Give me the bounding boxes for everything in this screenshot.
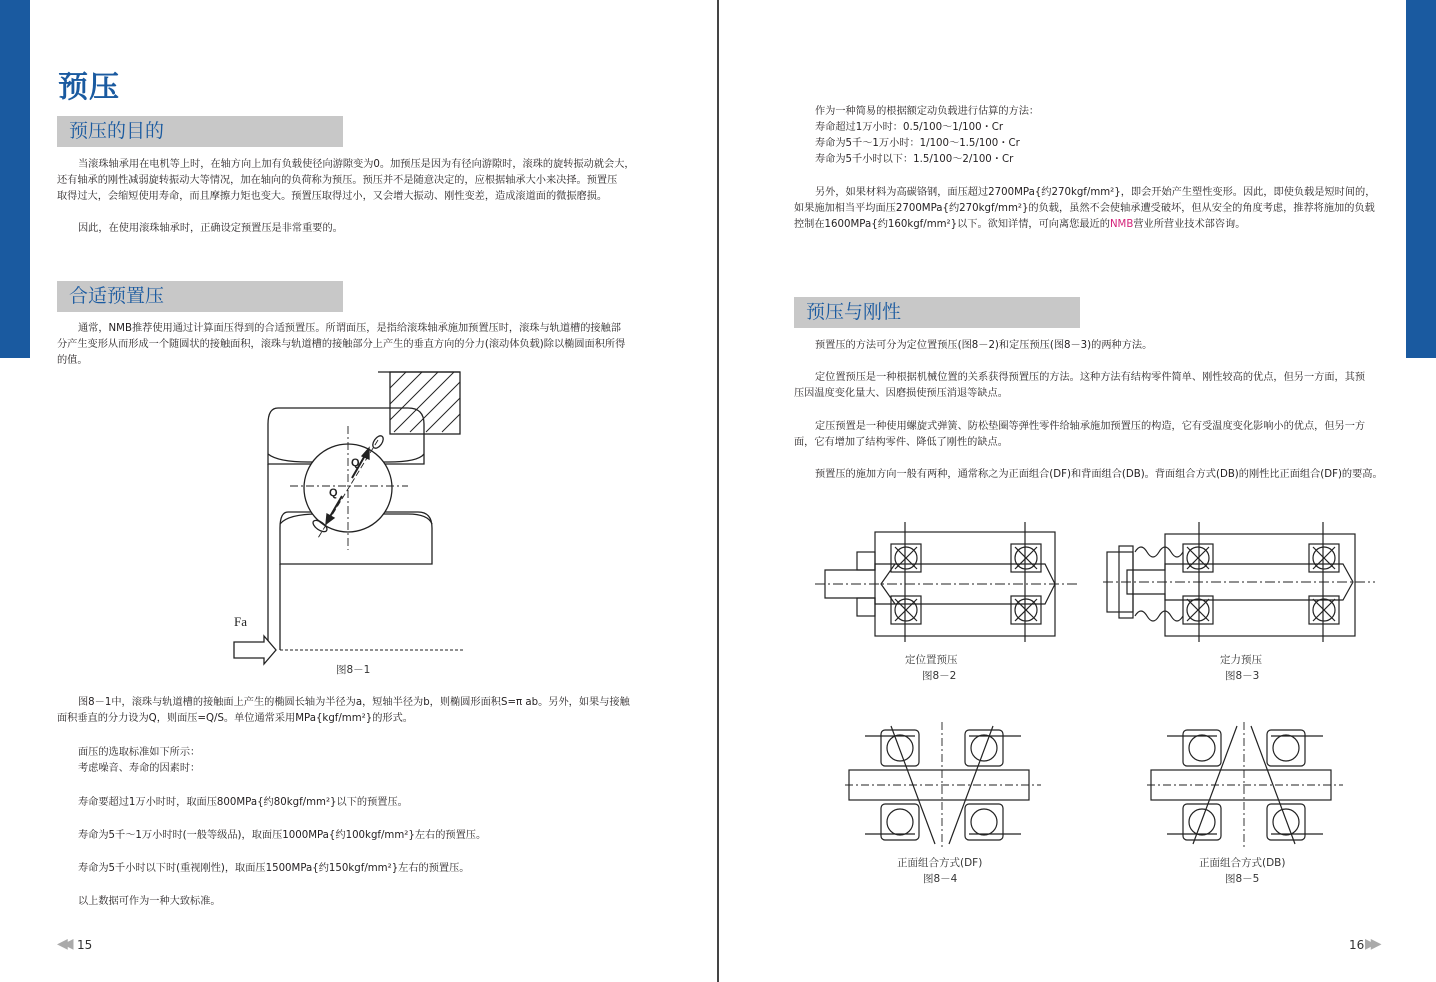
text-line: 寿命为5千小时以下：1.5/100～2/100・Cr [815,154,1014,165]
text-line: 寿命超过1万小时：0.5/100～1/100・Cr [815,122,1004,133]
paragraph-life-10000h [57,795,408,811]
paragraph-criteria [57,745,200,777]
text-line: 寿命为5千～1万小时：1/100～1.5/100・Cr [815,138,1020,149]
page-number-right: 16 [1349,938,1365,952]
figure-8-3-constant-preload [1103,522,1383,642]
paragraph-df-db [794,467,1383,483]
paragraph-constant-preload [794,419,1365,451]
next-page-arrow-icon[interactable]: ▶▶ [1365,936,1377,952]
page-number-left: 15 [77,938,93,952]
text-segment: 控制在1600MPa{约160kgf/mm²}以下。欲知详情，可向离您最近的 [794,219,1110,230]
page-title: 预压 [58,70,120,105]
text-line: 面，它有增加了结构零件、降低了刚性的缺点。 [794,437,1008,448]
paragraph-standard-note [57,894,221,910]
left-blue-tab [0,0,30,358]
paragraph-fig-8-1-explain [57,695,630,727]
paragraph-position-preload [794,370,1365,402]
paragraph-material-limit [794,185,1375,233]
label-q-lower: Q [329,487,338,499]
caption-fig-8-3-name: 定力预压 [1220,654,1262,666]
text-line: 预置压的施加方向一般有两种，通常称之为正面组合(DF)和背面组合(DB)。背面组合方式(DB)的刚性比正面组合(DF)的要高。 [815,469,1383,480]
caption-fig-8-1: 图8－1 [336,664,371,676]
right-blue-tab [1406,0,1436,358]
text-line: 以上数据可作为一种大致标准。 [78,896,221,907]
text-line: 作为一种简易的根据额定动负载进行估算的方法： [815,106,1040,117]
text-line: 通常，NMB推荐使用通过计算面压得到的合适预置压。所谓面压，是指给滚珠轴承施加预置压时，滚珠与轨道槽的接触部 [78,323,621,334]
text-line: 的值。 [57,355,88,366]
page-left [0,0,717,982]
text-line: 因此，在使用滚珠轴承时，正确设定预置压是非常重要的。 [78,223,343,234]
label-q-upper: Q [351,457,360,469]
caption-fig-8-3-number: 图8－3 [1225,670,1260,682]
caption-fig-8-2-name: 定位置预压 [905,654,958,666]
heading-preload-purpose: 预压的目的 [57,116,343,147]
paragraph-preload-methods [794,338,1152,354]
paragraph-importance [57,221,343,237]
paragraph-life-5000h [57,861,469,877]
text-segment: 营业所营业技术部咨询。 [1133,219,1246,230]
text-line: 定压预置是一种使用螺旋式弹簧、防松垫圈等弹性零件给轴承施加预置压的构造，它有受温度变化影响小的优点，但另一方 [815,421,1366,432]
paragraph-purpose [57,157,635,205]
paragraph-surface-pressure [57,321,625,369]
caption-fig-8-2-number: 图8－2 [922,670,957,682]
caption-fig-8-4-number: 图8－4 [923,873,958,885]
prev-page-arrow-icon[interactable]: ◀◀ [57,936,69,952]
text-line: 图8－1中，滚珠与轨道槽的接触面上产生的椭圆长轴为半径为a，短轴半径为b，则椭圆形面积S=π ab。另外，如果与接触 [78,697,630,708]
text-line: 寿命要超过1万小时时，取面压800MPa{约80kgf/mm²}以下的预置压。 [78,797,408,808]
paragraph-life-5000-10000h [57,828,486,844]
text-line: 还有轴承的刚性减弱旋转振动大等情况，加在轴向的负荷称为预压。预压并不是随意决定的，应根据轴承大小来决择。预置压 [57,175,618,186]
text-line [794,217,1375,233]
text-line: 另外，如果材料为高碳铬钢，面压超过2700MPa{约270kgf/mm²}，即会开始产生塑性变形。因此，即使负载是短时间的， [815,187,1376,198]
text-line: 当滚珠轴承用在电机等上时，在轴方向上加有负载使径向游隙变为0。加预压是因为有径向游隙时，滚珠的旋转振动就会大， [78,159,635,170]
paragraph-estimate-method [794,104,1039,168]
text-line: 定位置预压是一种根据机械位置的关系获得预置压的方法。这种方法有结构零件简单、刚性较高的优点，但另一方面，其预 [815,372,1366,383]
text-line: 取得过大，会缩短使用寿命，而且摩擦力矩也变大。预置压取得过小，又会增大振动、刚性变差，造成滚道面的微振磨损。 [57,191,608,202]
figure-8-5-back-to-back [1147,722,1347,852]
caption-fig-8-5-number: 图8－5 [1225,873,1260,885]
nmb-brand-text: NMB [1109,219,1134,230]
figure-8-2-position-preload [815,522,1085,642]
text-line: 考虑噪音、寿命的因素时： [78,763,201,774]
heading-proper-preload: 合适预置压 [57,281,343,312]
label-fa: Fa [234,614,247,629]
text-line: 面积垂直的分力设为Q，则面压=Q/S。单位通常采用MPa{kgf/mm²}的形式。 [57,713,413,724]
caption-fig-8-4-name: 正面组合方式(DF) [897,857,983,869]
text-line: 如果施加相当平均面压2700MPa{约270kgf/mm²}的负载，虽然不会使轴承遭受破坏，但从安全的角度考虑，推荐将施加的负载 [794,203,1375,214]
text-line: 预置压的方法可分为定位置预压(图8－2)和定压预压(图8－3)的两种方法。 [815,340,1153,351]
page-right [719,0,1436,982]
text-line: 寿命为5千～1万小时时(一般等级品)，取面压1000MPa{约100kgf/mm²}左右的预置压。 [78,830,487,841]
text-line: 分产生变形从而形成一个随圆状的接触面积，滚珠与轨道槽的接触部分上产生的垂直方向的分力(滚动体负载)除以椭圆面积所得 [57,339,626,350]
text-line: 寿命为5千小时以下时(重视刚性)，取面压1500MPa{约150kgf/mm²}左右的预置压。 [78,863,470,874]
text-line: 面压的选取标准如下所示： [78,747,201,758]
caption-fig-8-5-name: 正面组合方式(DB) [1199,857,1286,869]
figure-8-4-face-to-face [845,722,1045,852]
text-line: 压因温度变化量大、因磨损使预压消退等缺点。 [794,388,1008,399]
heading-preload-stiffness: 预压与刚性 [794,297,1080,328]
figure-8-1-bearing-contact [228,368,528,678]
